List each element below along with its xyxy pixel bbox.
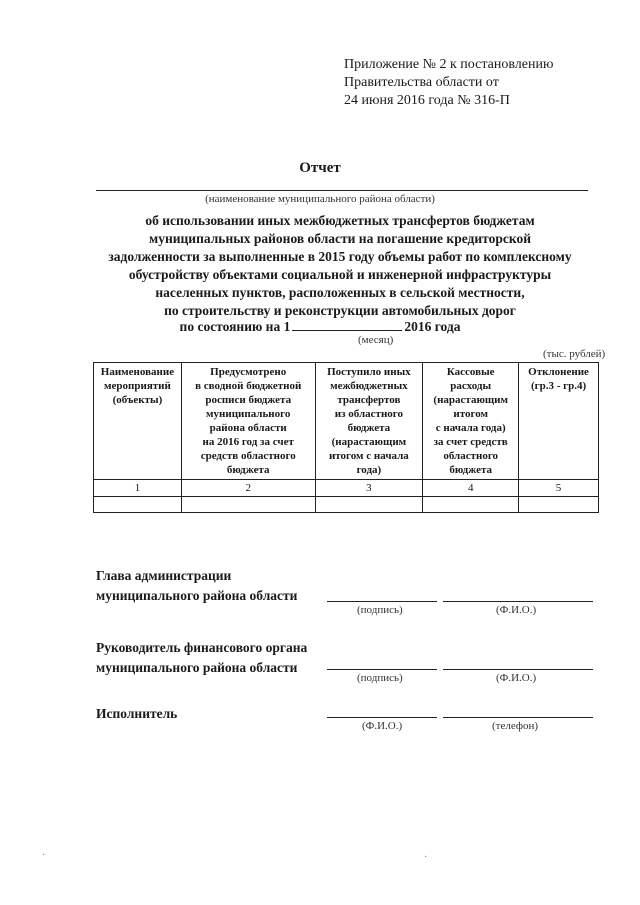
table-cell <box>423 497 519 513</box>
head-fio-line <box>443 601 593 602</box>
table-row <box>94 497 599 513</box>
head-signature-line <box>327 601 437 602</box>
subtitle-line: по строительству и реконструкции автомобильных дорог <box>164 303 516 318</box>
subtitle-line: задолженности за выполненные в 2015 году объемы работ по комплексному <box>108 249 572 264</box>
as-of-suffix: 2016 года <box>404 319 461 334</box>
header-cell: Предусмотрено в сводной бюджетной росписи бюджета муниципального района области на 2016 год за счет средств областного бюджета <box>181 363 315 480</box>
finance-signature-line <box>327 669 437 670</box>
district-name-line <box>96 190 588 191</box>
executor-phone-line <box>443 717 593 718</box>
column-number: 1 <box>94 480 182 497</box>
head-signature-label: Глава администрации муниципального района области <box>96 568 298 603</box>
annex-line: Приложение № 2 к постановлению <box>344 57 554 72</box>
annex-header <box>344 56 553 110</box>
report-table <box>93 362 599 513</box>
table-cell <box>94 497 182 513</box>
executor-fio-line <box>327 717 437 718</box>
table-cell <box>181 497 315 513</box>
column-number-row <box>94 480 599 497</box>
table-header-row <box>94 363 599 480</box>
head-fio-caption: (Ф.И.О.) <box>496 604 537 616</box>
column-number: 3 <box>315 480 423 497</box>
subtitle-line: об использовании иных межбюджетных трансфертов бюджетам <box>145 213 535 228</box>
executor-fio-caption: (Ф.И.О.) <box>362 720 403 732</box>
finance-fio-caption: (Ф.И.О.) <box>496 672 537 684</box>
executor-label: Исполнитель <box>96 706 178 721</box>
district-caption: (наименование муниципального района области) <box>205 193 435 205</box>
as-of-date <box>0 318 640 335</box>
as-of-prefix: по состоянию на 1 <box>179 319 291 334</box>
finance-fio-line <box>443 669 593 670</box>
subtitle-line: обустройству объектами социальной и инженерной инфраструктуры <box>128 267 552 282</box>
month-caption: (месяц) <box>358 334 394 346</box>
units-caption: (тыс. рублей) <box>543 348 606 360</box>
scan-speck: · <box>424 852 428 863</box>
header-cell: Наименование мероприятий (объекты) <box>94 363 182 480</box>
column-number: 5 <box>519 480 599 497</box>
scan-speck: · <box>42 850 46 861</box>
table-cell <box>315 497 423 513</box>
annex-line: Правительства области от <box>344 75 499 90</box>
finance-signature-label: Руководитель финансового органа муниципального района области <box>96 640 308 675</box>
header-cell: Поступило иных межбюджетных трансфертов из областного бюджета (нарастающим итогом с начала года) <box>315 363 423 480</box>
subtitle-line: населенных пунктов, расположенных в сельской местности, <box>155 285 525 300</box>
month-blank <box>292 318 402 331</box>
head-signature-caption: (подпись) <box>357 604 403 616</box>
report-subtitle <box>70 212 610 320</box>
column-number: 4 <box>423 480 519 497</box>
subtitle-line: муниципальных районов области на погашение кредиторской <box>149 231 531 246</box>
finance-signature-caption: (подпись) <box>357 672 403 684</box>
table-cell <box>519 497 599 513</box>
header-cell: Отклонение (гр.3 - гр.4) <box>519 363 599 480</box>
column-number: 2 <box>181 480 315 497</box>
header-cell: Кассовые расходы (нарастающим итогом с начала года) за счет средств областного бюджета <box>423 363 519 480</box>
report-title: Отчет <box>299 160 341 176</box>
annex-line: 24 июня 2016 года № 316-П <box>344 93 510 108</box>
executor-phone-caption: (телефон) <box>492 720 539 732</box>
